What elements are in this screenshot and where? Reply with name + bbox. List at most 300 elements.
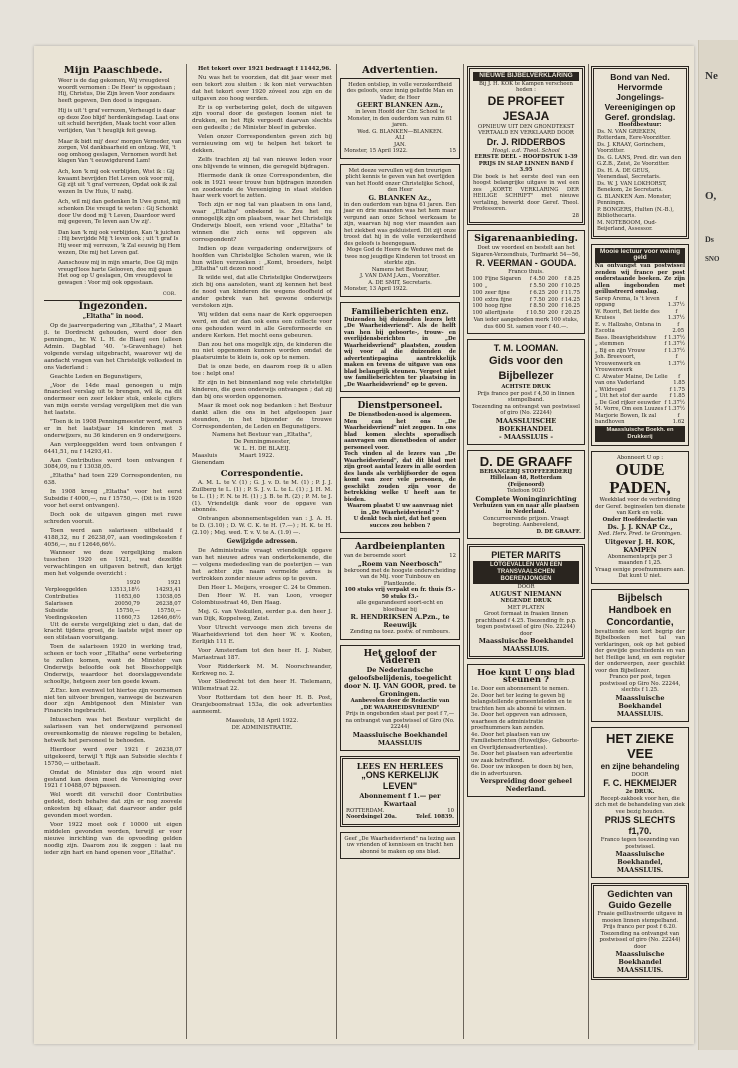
article-paragraph: „Voor de 14de maal genoegen u mijn financieel verslag uit te brengen, wil ik, na dit ondermeer een zeer lekker stuk, enkele cijfers van mijn eerste verslag vergelijken met die van het laatste. — [44, 382, 182, 417]
list-item — [595, 322, 685, 335]
ad-title: Familieberichten enz. — [351, 305, 449, 316]
ad-city: MAASSLUIS. — [616, 709, 664, 718]
article-paragraph: Intusschen was het Bestuur verplicht de salarissen van het onderwijzend personeel overeenkomstig de nieuwe regeling te betalen, hetwelk het personeel te behoeden. — [44, 717, 182, 744]
ad-price: Prijs franco per post f 6.20. Toezending na ontvangst van postwissel of giro (No. 22244) door — [599, 924, 681, 950]
article-paragraph: Toch zijn er nog tal van plaatsen in ons land, waar „Eltatha" onbekend is. Zou het nu onmogelijk zijn om plaatsen, waar het Christelijk Onderwijs bloeit, een vriend voor „Eltatha" te winnen die zich eens wil opgeven als correspondent? — [192, 202, 332, 243]
ad-text: bekroond met de hoogste onderscheiding van de Mij. voor Tuinbouw en Plantkunde. — [344, 567, 456, 587]
book-title: W. Roorit, Bet liefde des Kruises — [595, 308, 660, 322]
list-item — [595, 413, 685, 426]
edge-text: Ne — [705, 70, 718, 82]
ad-text: alle gegarandeerd soort-echt en bloeibaar bij — [356, 600, 444, 613]
ad-text: Toch vinden al de lezers van „De Waarheidsvriend", dat dit blad met zijn groot aantal lezers in alle oorden des lands als verblijfsorder de ogen komt van zeer vele personen, de geschikt zouden zijn voor de betrekking welke U heeft aan te bieden. — [344, 451, 456, 503]
ad-price: Franco per post, tegen postwissel op Giro No. 22244, slechts f 1.25. — [599, 674, 681, 694]
article-paragraph: Indien op deze vergadering onderwijzers of hoofden van Christelijke Scholen waren, wie ik hun willen verzoeken : „Komt, broeders, helpt „Eltatha" uit dezen nood! — [192, 245, 332, 273]
ad-price: Prijs in ongebonden staat per post f 7,— na ontvangst van postwissel of Giro (No. 22244) — [345, 711, 455, 731]
book-price: f 1.37½ — [664, 406, 685, 413]
ad-text: Hoofdbestuur: — [618, 122, 662, 128]
ad-text: en zijne behandeling — [600, 761, 680, 771]
list-item: M. NOTEBOOM, Oud-Beijerland, Assessor. — [597, 219, 657, 232]
book-title: Sarep Arema, Is 't leven opgang — [595, 295, 660, 309]
book-price: f 1.85 — [669, 393, 685, 400]
ad-author: Dr. J. RIDDERBOS — [486, 136, 566, 147]
column-2 — [192, 66, 332, 1041]
ad-city: - MAASSLUIS - — [498, 432, 554, 441]
ad-title: Aardbeienplanten — [354, 542, 446, 553]
ad-seller: R. HENDRIKSEN A.Pzn., te Reeuwijk — [350, 613, 450, 630]
ad-signature: JAN. — [394, 141, 406, 148]
article-paragraph: Dan zou het ons mogelijk zijn, de kinderen die nu niet opgenomen kunnen worden omdat de plaatsruimte te klein is, ook op te nemen. — [192, 341, 332, 362]
kerkelijk-leven-ad — [340, 756, 460, 827]
article-paragraph: Hierdoor werd over 1921 f 26238,07 uitgekeerd, terwijl 't Rijk aan Subsidie slechts f 15750,— uitbetaalt. — [44, 746, 182, 767]
list-item — [595, 374, 685, 387]
ad-seller: Maassluische Boekhandel — [352, 730, 448, 739]
ad-banner: LOTGEVALLEN VAN EEN TRANSVAALSCHEN BOERENJONGEN — [473, 561, 579, 584]
table-row — [44, 601, 182, 608]
table-cell: 100 — [472, 282, 483, 289]
table-cell: Salarissen — [45, 600, 73, 607]
list-item: P. BONGERS, Hulten (N.-B.), Bibliothecaris. — [597, 206, 674, 219]
list-item: 4e. Door het plaatsen van uw Familieberichten (Huwelijks-, Geboorte- en Overlijdensadvertenties). — [471, 731, 579, 751]
footer-admin: DE ADMINISTRATIE. — [231, 724, 293, 731]
dateline-date: Maart 1922. — [239, 453, 275, 460]
table-cell: 15750,— — [116, 607, 140, 614]
ad-place: Monster, 15 April 1922. — [344, 148, 408, 155]
poem-stanza: Ach, kon 'k mij ook verblijden, Wist ik : Gij kwaamt bevrijden Het Leven ook voor mij, Gij zijt uit 't graf verrezen, Opdat ook ik zal wezen In Uw Huis, U nabij. — [58, 169, 177, 195]
article-paragraph: Aan verpleeggelden werd toen ontvangen f 6441,51, nu f 14293,41. — [44, 441, 182, 455]
death-notice-ad — [340, 78, 460, 159]
article-paragraph: "Toen ik in 1908 Penningmeester werd, waren er in het laatstjaar 14 kinderen met 3 onderwijzers, nu 36 kinderen en 9 onderwijzers. — [44, 419, 182, 439]
book-price: f 1.37½ — [664, 347, 685, 354]
article-paragraph: Doch ook de uitgaven gingen met ruwe schreden vooruit. — [44, 511, 182, 525]
list-item: G. BLANKEN Azn. Monster, Penningm. — [597, 193, 672, 206]
table-cell: 11660,73 — [114, 614, 140, 621]
article-paragraph: Ik wilde wel, dat alle Christelijke Onderwijzers zich bij ons aansloten, want zij kennen het best de nood van kinderen die wegens doofheid of ander gebrek van het gewone onderwijs verstoken zijn. — [192, 275, 332, 309]
ad-author: T. M. LOOMAN. — [493, 343, 559, 354]
ad-banner: Maassluische Boekh. en Drukkerij — [595, 426, 685, 442]
signature-line: Namens het Bestuur van „Eltatha", — [212, 432, 312, 439]
correspondentie-text: A. M. L. te V. (1) ; G. J. v. D. te M. (1) ; P. J. J. Zuilberg te L. (1) ; P. S. J. v. L. te L. (1) ; J. H. M. te L. (1) ; F. N. te H. (1) ; J. B. te R. (2) ; P. M. te J. (1). Vriendelijk dank voor de opgave van abonnés. — [192, 479, 332, 514]
ad-title: LEES EN HERLEES — [356, 760, 444, 771]
ad-price: PRIJS SLECHTS f1,70. — [604, 815, 676, 837]
table-cell: Contributies — [45, 593, 79, 600]
article-paragraph: Mej. G. van Voskuilen, eerder p.a. den heer J. van Dijk, Koppelweg, Zeist. — [192, 609, 332, 623]
ad-price: Prijs franco per post f 4,50 in linnen stempelband. — [477, 390, 575, 404]
table-cell: „ — [484, 282, 488, 289]
ad-text: bevattende een kort begrip der Bijbelboeken met tal van verklaringen, ook op het gebied der gewijde geschiedenis en van het Heilige land, en een register der onderwerpen, zeer geschikt voor den Bijbellezer. — [595, 628, 685, 674]
list-item: 5e. Door het plaatsen van advertentie uw zaak betreffend. — [471, 751, 573, 764]
ad-seller: Maassluische Boekhandel — [615, 693, 665, 710]
book-price: f 1.62 — [672, 412, 685, 426]
ad-text: Men can het ons „De Waarheidsvriend" niet zeggen. In ons blad komen slechts sporadisch aanvragen om dienstboden of ander personeel voor. — [344, 418, 456, 451]
ad-name: GEERT BLANKEN Azn., — [357, 101, 443, 110]
ad-name: G. BLANKEN Az., — [368, 193, 432, 202]
article-paragraph: Aan Contributies werd toen ontvangen f 3084,09, nu f 13038,05. — [44, 457, 182, 471]
ad-text: Weekblad voor de verbreiding der Geref. beginselen ten dienste van Kerk en volk. — [595, 497, 685, 517]
steunen-box — [467, 664, 585, 797]
death-notice-ad-2 — [340, 164, 460, 297]
table-row — [471, 290, 581, 297]
ad-text: Onder Hoofdredactie van — [602, 516, 678, 523]
ad-text: EERSTE DEEL - HOOFDSTUK 1-39 — [474, 154, 578, 161]
book-price: f 1.37½ — [667, 295, 685, 309]
ad-text: MET PLATEN — [507, 604, 545, 611]
geloof-vaderen-ad — [340, 645, 460, 751]
ad-price: Abonnement f 1.— per Kwartaal — [359, 791, 441, 808]
book-price: f 1.75 — [669, 386, 685, 393]
article-paragraph: Voor 1922 moet ook f 10000 uit eigen middelen gevonden worden, terwijl er voor nieuwe inrichting van de opvoeding gelden noodig zijn. Daarom zou ik zeggen : laat nu ieder zijn hart en hand openen voor „Eltatha". — [44, 821, 182, 856]
ad-footer — [344, 148, 456, 155]
book-price: f 1.37½ — [664, 341, 685, 348]
ad-text: Dat kunt U niet. — [618, 573, 662, 580]
table-cell: Fijne Sigaren — [484, 275, 522, 282]
table-cell: 12646,66½ — [150, 614, 181, 621]
ad-text: Aanbevolen door de Redactie van „DE WAARHEIDSVRIEND" — [350, 698, 450, 711]
ad-seller: MAASSLUISCHE BOEKHANDEL — [495, 416, 557, 433]
ad-title: Gedichten van Guido Gezelle — [607, 889, 673, 912]
ad-seller: Maassluische Boekhandel — [478, 637, 574, 646]
article-paragraph: Den Heer L. Meijers, vroeger C. 24 te Ommen. — [198, 584, 331, 591]
ad-text: van de beroemde soort — [344, 553, 406, 560]
table-cell: f 16.25 — [561, 303, 580, 310]
book-price: f 1.37½ — [667, 308, 685, 322]
article-paragraph: Toen de salarissen 1920 in werking trad, scheen er toch voor „Eltatha" eene verbetering te zullen komen, want de Minister van Onderwijs beloofde ook het Bisschoppelijk Onderwijs, waardoor het doorslaggevendste schooltje, hetgeen zeer ten goede kwam. — [44, 644, 182, 685]
ad-author: F. C. HEKMEIJER — [603, 778, 677, 789]
ad-city: ROTTERDAM. — [346, 807, 385, 814]
edge-text: O, — [705, 190, 717, 202]
table-header-row — [44, 580, 182, 587]
table-cell: f 10.25 — [561, 282, 580, 289]
book-title: Joh. Breevoort, Vrouwenwerk en Vrouwenwerk — [595, 354, 641, 374]
book-price: f 1.37½ — [664, 334, 685, 341]
article-paragraph: Wanneer we deze vergelijking maken tusschen 1920 en 1921, wat dezelfde verwachtingen en uitgaven betreft, dan krijgt men het volgende overzicht : — [44, 550, 182, 578]
ad-text: Zending na toez. postw. of rembours. — [350, 629, 450, 636]
table-cell: 100 — [472, 289, 483, 296]
ad-text: DOOR — [517, 583, 535, 590]
table-cell: Voedingskosten — [45, 614, 88, 621]
article-paragraph: Voor Utrecht vervooge men zich tevens de Waarheidsvriend tot den heer W. v. Kooten, Eerlijkh 111 E. — [192, 625, 332, 645]
table-header — [44, 580, 100, 587]
ad-signature: D. DE GRAAFF. — [536, 528, 581, 535]
table-cell: 200 — [547, 310, 558, 317]
ad-price: Abonnementsprijs per 3 maanden f 1,25. — [607, 553, 673, 567]
jesaja-ad — [467, 66, 585, 225]
table-cell: allerfijnste — [484, 310, 514, 317]
article-paragraph: Er zijn in het binnenland nog vele christelijke kinderen, die geen onderwijs ontvangen ; dat zij dan bij ons worden opgenomen. — [192, 380, 332, 400]
article-paragraph: Omdat de Minister dus zijn woord niet gestand kan doen moet de Vereeniging over 1921 f 10488,07 bijpassen. — [44, 769, 182, 790]
book-price: f 1.37½ — [664, 399, 685, 406]
book-title: Bass. Ibeavigheidshuw — [595, 334, 657, 341]
aardbeien-ad — [340, 538, 460, 639]
column-3 — [340, 66, 460, 1041]
advice-box — [340, 832, 460, 860]
ad-text: Na ontvangst van postwissel zenden wij franco per post onderstaande boeken. Ze zijn allen ingebonden met geïllustreerd omslag. — [595, 263, 685, 296]
ad-text: Franco thuis. — [508, 269, 544, 276]
table-header: 1921 — [167, 580, 181, 587]
ad-author: AUGUST NIEMANN — [490, 590, 562, 599]
ad-text: Bij J. H. KOK te Kampen verscheen heden : — [479, 80, 573, 94]
ad-text: NEGENDE DRUK — [500, 598, 552, 605]
article-paragraph: Er is op verbetering gelet, doch de uitgaven zijn vooral door de gestegen loonen niet te drukken, en het Rijk vergoedt daarvan slechts een gedeelte ; de Minister bleef in gebreke. — [192, 104, 332, 132]
article-paragraph: Z.Exc. kon evenwel tot hiertoe zijn voornemen niet ten uitvoer brengen, vanwege de bezwaren door zijn Ambtgenoot den Minister van Financiën ingebracht. — [44, 687, 182, 715]
ad-price: PRIJS IN SLAP LINNEN BAND f 3.95 — [478, 160, 574, 174]
table-cell: 100 — [472, 310, 483, 317]
table-cell: 20050,79 — [114, 600, 140, 607]
adjacent-page-edge — [698, 40, 738, 1050]
ad-title: Sigarenaanbieding. — [474, 233, 578, 245]
looman-ad — [467, 339, 585, 445]
list-item — [595, 309, 685, 322]
column-rule — [588, 64, 589, 1039]
ad-text: Doet uw voordeel en bestelt aan het Sigaren-Verzendhuis, Turfmarkt 54—56, — [471, 245, 581, 258]
ad-text: BEHANGERIJ STOFFEERDERIJ — [479, 468, 573, 475]
ad-title: Hoe kunt U ons blad steunen ? — [477, 668, 575, 686]
sigaren-ad — [467, 230, 585, 334]
ingezonden-subtitle: „Eltatha" in nood. — [82, 313, 144, 321]
ad-slogan: Complete Woninginrichting — [475, 494, 577, 503]
ad-banner: Mooie lectuur voor weinig geld — [595, 248, 685, 264]
article-paragraph: In 1908 kreeg „Eltatha" voor het eerst Subsidie f 4000,—, nu f 15750,—. (Dit is in 1920 voor het eerst ontvangen). — [44, 489, 182, 509]
ad-author: Ds. J. J. KNAP Cz., — [607, 523, 673, 532]
article-paragraph: Dat is onze bede, en daarom roep ik u allen toe : helpt ons! — [192, 364, 332, 378]
ad-text: Waarom plaatst U uw aanvraag niet in „De Waarheidsvriend" ? — [347, 503, 453, 516]
dateline-place: Maasluis — [192, 453, 218, 460]
book-title: „ stemmen — [595, 341, 625, 348]
poem-stanza: Maar ik bidt mij' deez' morgen Verneder, van zorgen, Vol dankbaarheid en ontzag. Wil, 't oog omhoog geslagen, Vernomen wordt het klagen Van 't eeuwigdurend Lam! — [58, 138, 182, 165]
newspaper-page — [34, 46, 694, 1044]
ad-name: R. VEERMAN - GOUDA. — [475, 258, 577, 269]
list-item: Ds. H. A. DE GEUS, Veenendaal, Secretaris. — [597, 167, 661, 180]
bijbelsch-handboek-ad — [591, 589, 689, 722]
table-cell: Verpleeggelden — [45, 586, 87, 593]
ad-number: 10 — [447, 807, 454, 814]
table-cell: f 5.50 — [529, 282, 546, 289]
article-paragraph: Toen werd aan salarissen uitbetaald f 4188,32, nu f 26238,07, aan voedingskosten f 4056,—, nu f 12646,66½. — [44, 527, 182, 548]
ad-city: MAASSLUIS. — [502, 645, 550, 654]
ad-address: Noordsingel 20a. — [346, 814, 397, 821]
table-row — [471, 303, 581, 310]
poem-stanza: Dan kan 'k mij ook verblijden, Kan 'k juichen : Hij bevrijdde Mij 't leven ook ; uit 't graf Is Hij weer mij verrezen, 'k Zal eeuwig bij Hem wezen, Die mij het Leven gaf. — [58, 229, 181, 256]
list-item: 6e. Door uw inkoopen te doen bij hen, die in advertuuren. — [471, 764, 574, 777]
table-cell: zeer fijne — [484, 289, 510, 296]
table-cell: f 6.25 — [529, 289, 546, 296]
table-cell: Subsidie — [45, 607, 69, 614]
book-title: M. Vorre, Om een Luuzes — [595, 406, 664, 413]
advertenties-header: Advertentiën. — [362, 66, 438, 76]
ad-number: 28 — [572, 212, 579, 219]
finance-table — [44, 580, 182, 621]
ad-text: De Nederlandsche geloofsbelijdenis, toegelicht door N. IJ. VAN GOOR, pred. te Groningen. — [344, 666, 456, 699]
book-title: „ Wildvogel — [595, 386, 626, 393]
article-paragraph: Voor Amsterdam tot den heer H. J. Naber, Mariastraat 187. — [192, 647, 332, 661]
signature-line: De Penningmeester, — [233, 439, 291, 446]
ad-title: PIETER MARITS — [491, 550, 561, 561]
list-item: 3e. Door het opgeven van adressen, waarheen de administratie proefnummers kan zenden. — [471, 712, 568, 732]
ad-title: OUDE PADEN, — [609, 460, 671, 498]
gezelle-ad — [591, 883, 689, 980]
table-cell: 100 — [472, 296, 483, 303]
list-item: Ds. W. J. VAN LOKHORST, Benekom, 2e Secretaris. — [597, 180, 667, 193]
ad-slogan: Verspreiding door geheel Nederland. — [480, 777, 572, 794]
ad-text: Met deeze vervullen wij den treurigen plicht kennis te geven van het overlijden van het Hoofd onzer Christelijke School, den Heer — [345, 167, 455, 194]
ad-text: Fraaie geïllustreerde uitgave in mooien linnen stempelband. — [597, 911, 683, 924]
ad-text: Die boek is het eerste deel van een hoogst belangrijke uitgave in wel een zes „KORTE VERKLARING DER HEILIGE SCHRIFT" met nieuwe vertaling, bewerkt door Geref. Theol. Professoren. — [473, 173, 579, 213]
table-cell: 200 — [547, 282, 558, 289]
ad-address: Hillelaan 48, Rotterdam (Feijenoord) — [490, 475, 562, 488]
ad-text: Geef „De Waarheidsvriend" na lezing aan uw vrienden of kennissen en tracht hen abonné te maken op ons blad. — [344, 835, 456, 855]
list-item — [595, 296, 685, 309]
ad-text: Concurreerende prijzen. Vraagt begroting. Aanbevelend, — [483, 515, 569, 529]
article-signature — [192, 432, 332, 453]
column-rule — [336, 64, 337, 1039]
table-header: 1920 — [126, 580, 140, 587]
table-cell: 26238,07 — [155, 600, 181, 607]
list-item — [595, 354, 685, 374]
article-paragraph: Zelfs trachten zij tal van nieuwe leden voor ons blijvende te winnen, die geregeld bijdragen. — [192, 156, 332, 170]
signature-line: W. L. H. DE BLAEIJ. — [233, 446, 291, 453]
ad-city: MAASSLUIS. — [616, 866, 664, 875]
ad-place: Monster, 13 April 1922. — [344, 286, 408, 293]
oude-paden-ad — [591, 451, 689, 584]
edge-text: Ds — [705, 235, 714, 244]
table-cell: extra fijne — [484, 296, 513, 303]
poem-stanza: Hij is uit 't graf verrezen, Verheugd is daar op deze Zoo blijd' herdenkingsdag. Laat ons uit schuld bevrijden, Maak tocht voor allen verlijden, Van 't heuglijk feit gewag. — [58, 108, 179, 135]
poem-stanza: Weer is de dag gekomen, Wij vreugdevol woordt vernomen : De Heer' is opgestaan ; Hij, Christus, Die Zijn leven Voor zondaars heeft gegeven, Den dood is ingegaan. — [58, 77, 176, 104]
table-cell: f 4.50 — [529, 275, 546, 282]
article-paragraph: Maar ik moet ook nog bedanken : het Bestuur dankt allen die ons in het afgeloopen jaar steunden, in het bijzonder de trouwe Correspondenten, de Leden en Begunstigers. — [192, 402, 332, 430]
ad-title: Bond van Ned. Hervormde Jongelings-Vereenigingen op Geref. grondslag. — [604, 72, 676, 122]
ad-text: Recept-zakboek voor hen, die zich met de behandeling van ziek vee bezig houden. — [595, 795, 685, 815]
table-cell: f 20.25 — [561, 310, 580, 317]
table-cell: 200 — [547, 275, 558, 282]
list-item: Ds. J. KRAAY, Gorinchem, Voorzitter. — [597, 141, 666, 154]
article-paragraph: Geachte Leden en Begunstigers, — [50, 373, 143, 380]
table-row — [44, 608, 182, 615]
article-paragraph: Wij wilden dat eens naar de Kerk opgeroepen werd, en dat er dan ook eens een collecte voor ons gehouden werd in alle Gereformeerde en andere Kerken. Het mocht eens gebeuren. — [192, 311, 332, 339]
article-paragraph: Hiermede dank ik onze Correspondenten, die ook in 1921 weer trouw hun bijdragen inzonden en zoodoende de Vereeniging in staat stelden haar werk voort te zetten. — [192, 172, 332, 200]
article-paragraph: Den Heer W. H. van Loon, vroeger Colombiusstraat 46, Den Haag. — [192, 593, 332, 607]
gewijzigd-title: Gewijzigde adressen. — [226, 538, 298, 546]
ad-text: Franco tegen toezending van postwissel. — [600, 837, 680, 850]
ad-text: Toezending na ontvangst van postwissel of giro (No. 22244) — [472, 403, 580, 417]
poem — [58, 78, 182, 287]
ad-number: 15 — [449, 148, 456, 155]
table-cell: 200 — [547, 303, 558, 310]
book-title: „ Bij en zijn Vrouw — [595, 347, 646, 354]
article-paragraph: Op de jaarvergadering van „Eltatha", 2 Maart jl. te Dordrecht gehouden, werd door den penningm., hr. W. L. H. de Blaeij een (alleen Admin. Dagblad ’40. ’s-Gravenhage) het volgende verslag uitgebracht, waarover wij de aandacht vragen van het Christelijk volksdeel in ons Vaderland : — [44, 323, 182, 371]
footer-place: Maassluis, 18 April 1922. — [225, 717, 299, 724]
dateline-place2: Gienendam — [192, 460, 225, 467]
table-row — [471, 310, 581, 317]
ad-text: in leven Hoofd der Chr. School te Monster, in den ouderdom van ruim 61 jaren. — [347, 109, 453, 129]
table-row — [471, 276, 581, 283]
table-cell: 200 — [547, 296, 558, 303]
table-row — [471, 297, 581, 304]
ad-name: „Roem van Neerbosch" — [358, 559, 442, 568]
list-item: 2e. Door het ter lezing te geven bij belangstellende gemeenteleden en te trachten hen als abonné te winnen. — [471, 692, 572, 712]
list-item: Ds. N. VAN GRIEKEN, Rotterdam, Eere-Voorzitter. — [597, 128, 671, 141]
book-price: f 1.85 — [673, 373, 685, 387]
ad-text: OPNIEUW UIT DEN GRONDTEKST VERTAALD EN VERKLAARD DOOR — [477, 123, 575, 137]
article-paragraph: Nu was het te voorzien, dat dit jaar weer met een tekort zou sluiten : ik kon niet verwachten dat het tekort over 1920 zóveel zou zijn en de uitgaven zoo hoog werden. — [192, 74, 332, 102]
bond-ad — [591, 66, 689, 239]
sigaren-table — [471, 276, 581, 317]
ingezonden-title: Ingezonden. — [78, 301, 148, 313]
edge-text: SNO — [705, 255, 720, 263]
ad-seller: Maassluische Boekhandel, — [615, 850, 665, 867]
table-cell: f 14.25 — [561, 296, 580, 303]
book-price: f 1.37½ — [668, 354, 686, 367]
ad-price: 100 stuks vrij verpakt en fr. thuis f5.- — [344, 587, 456, 594]
ad-price: Groot formaat in fraaien linnen prachtband f 4.25. Toezending fr. p.p. tegen postwissel of giro (No. 22244) door — [475, 611, 577, 637]
ad-price: 50 stuks f3.- — [381, 593, 419, 600]
ad-signature: J. VAN DAM J.Azn., Voorzitter. — [359, 273, 441, 280]
table-cell: 13038,05 — [155, 593, 181, 600]
ad-text: Ned. Herv. Pred. te Groningen. — [598, 531, 682, 538]
correspondentie-title: Correspondentie. — [220, 468, 304, 479]
list-item: Ds. G. LANS, Pred. dir. van den G.Z.B., Zeist, 2e Voorzitter. — [597, 154, 682, 167]
zieke-vee-ad — [591, 727, 689, 879]
ad-signature: ALI — [395, 135, 405, 142]
column-4 — [467, 66, 585, 1041]
table-cell: hoog fijne — [484, 303, 512, 310]
ad-phone: Telefoon 9020 — [507, 488, 545, 495]
ad-signature: A. DE SMIT, Secretaris. — [368, 279, 432, 286]
book-title: „ De God rijker eeuwder — [595, 399, 661, 406]
correspondentie-text: Ontvangen abonnementsgelden van : J. A. H. te D. (3.10) ; D. W. C. K. te H. (7.—) ; H. K. te H. (2.10) ; Mej. wed. T. v. V. te A. (1.9) —. — [192, 516, 332, 537]
ad-title: Het geloof der Vaderen — [363, 648, 437, 666]
table-cell: f 8.50 — [529, 303, 546, 310]
ad-title: DE PROFEET JESAJA — [487, 93, 565, 123]
column-rule — [463, 64, 464, 1039]
book-title: Marjorie Bowen, Ik zal bandhoven — [595, 412, 657, 426]
ad-text: Hoogl. a.d. Theol. School — [492, 147, 560, 154]
ad-text: Abonneert U op : — [616, 454, 664, 461]
ad-name: D. DE GRAAFF — [479, 453, 573, 469]
ad-number: 12 — [449, 553, 456, 560]
article-paragraph: Voor Sliedrecht tot den heer H. Tielemann, Willemstraat 22. — [192, 679, 332, 693]
list-item: 1e. Door een abonnement te nemen. — [471, 686, 569, 693]
book-price: f 2.05 — [672, 321, 685, 335]
ad-text: De Dienstboden-nood is algemeen. — [348, 412, 452, 419]
table-cell: 13513,18½ — [109, 586, 140, 593]
ad-line — [346, 814, 454, 821]
book-title: C. Atwater Maine, De Lelie van ons Vaderland — [595, 373, 668, 387]
article-paragraph: „Eltatha" had toen 229 Correspondenten, nu 638. — [44, 473, 182, 487]
table-cell: f 7.50 — [529, 296, 546, 303]
column-1 — [44, 66, 182, 1041]
table-row — [44, 587, 182, 594]
book-title: „ Uit het stof der aarde — [595, 393, 658, 400]
article-paragraph: Voor Rotterdam tot den heer H. B. Post, Oranjeboomstraat 153a, die ook advertenties aanneemt. — [192, 695, 332, 716]
poem-title: Mijn Paaschbede. — [63, 66, 163, 76]
ad-text: U denkt toch niet, dat het geen succes zou hebben ? — [353, 516, 447, 529]
table-cell: 11653,60 — [114, 593, 140, 600]
ad-text: Heden ontsliep, in volle verzekerdheid des geloofs, onze innig geliefde Man en Vader, de Heer — [346, 81, 454, 101]
column-rule — [186, 64, 187, 1039]
poem-stanza: Ach, wil mij dan gedenken In Uwe gunst, mij schenken Die vreugd te weten : Gij Schonkt door Uw dood mij 't Leven, Daardoor werd mij gegeven, Te leven aan Uw zij'. — [58, 199, 181, 226]
ad-seller: Maassluische Boekhandel — [615, 950, 665, 967]
table-cell: 200 — [547, 289, 558, 296]
ad-city: MAASSLUIS — [377, 738, 423, 747]
article-intro: Het tekort over 1921 bedraagt f 11442,96. — [198, 66, 332, 72]
table-cell: f 10.50 — [526, 310, 546, 317]
table-cell: f 11.75 — [561, 289, 580, 296]
ad-text: ACHTSTE DRUK — [501, 384, 551, 391]
ad-text: in den ouderdom van bijna 61 jaren. Een jaar en drie maanden was het hem maar vergund aan onze School werkzaam te zijn, waarvan hij nog vier maanden aan het ziekbed was gekluisterd. Dit zijt onze troost dat hij in de volle verzekerdheid des geloofs is heengegaan. — [344, 201, 456, 247]
table-cell: 15750,— — [157, 607, 181, 614]
ad-title: Gids voor den Bijbellezer — [489, 355, 563, 383]
ad-banner: NIEUWE BIJBELVERKLARING — [473, 72, 579, 81]
